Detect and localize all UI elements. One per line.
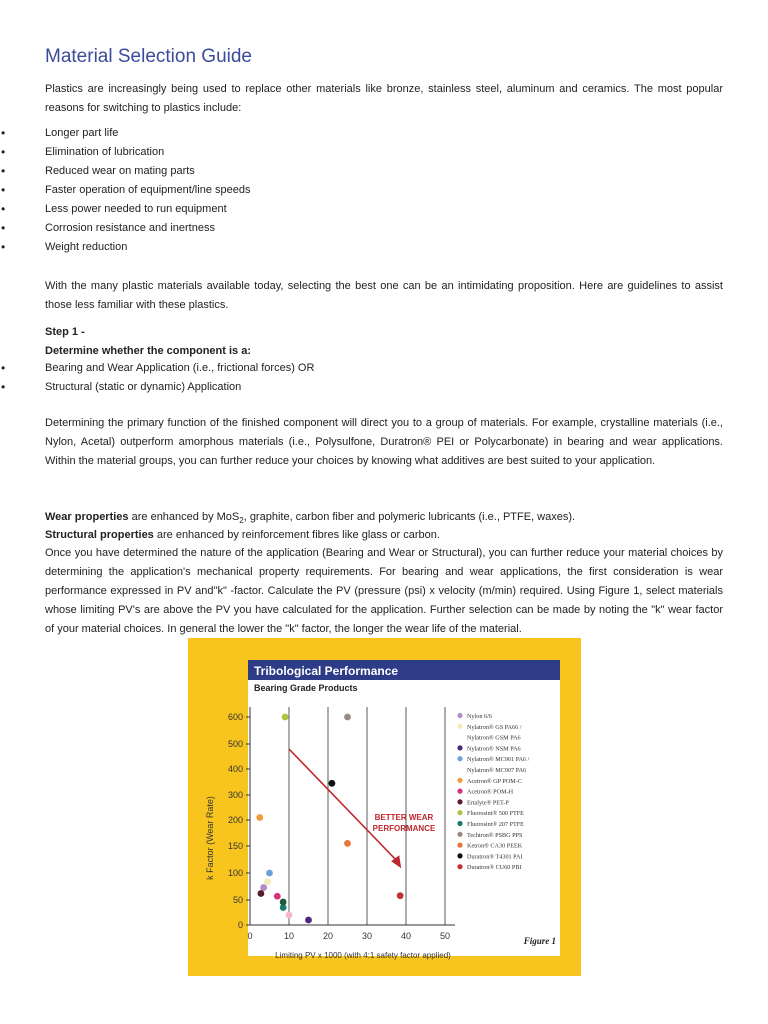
legend-swatch [457,745,462,750]
y-tick-label: 100 [227,868,243,878]
legend-entry: Ertalyte® PET-P [467,799,509,807]
data-point [264,878,271,885]
step1-heading: Determine whether the component is a: [45,345,251,357]
x-tick-label: 50 [439,931,451,941]
data-point [274,893,281,900]
list-item: • Elimination of lubrication [45,143,723,162]
chart-title: Tribological Performance [254,664,399,678]
y-tick-label: 150 [227,841,243,851]
tribological-chart [188,638,581,976]
pv-paragraph: Once you have determined the nature of the application (Bearing and Wear or Structural), you can further reduce your material choices by determining the application's mechanical property requirements. For bearing and wear applications, the first consideration is wear performance expressed in PV and"k" -factor. Calculate the PV (pressure (psi) x velocity (m/min) required. Using Figure 1, select materials whose limiting PV's are above the PV you have calculated for the application. Further selection can be made by noting the "k" wear factor of your material choices. In general the lower the "k" factor, the longer the wear life of the material. [45,547,723,635]
data-point [256,814,263,821]
legend-swatch [457,756,462,761]
data-point [282,714,289,721]
legend-swatch [457,724,462,729]
annotation-line-2: PERFORMANCE [372,824,436,833]
data-point [260,884,267,891]
legend-entry: Ketron® CA30 PEEK [467,842,523,850]
data-point [266,870,273,877]
list-item: • Reduced wear on mating parts [45,162,723,181]
y-tick-label: 50 [232,895,243,905]
legend-entry: Fluorosint® 500 PTFE [467,810,524,818]
data-point [344,840,351,847]
legend-swatch [457,832,462,837]
list-item: • Longer part life [45,124,723,143]
legend-swatch [457,853,462,858]
legend-entry: Nylatron® MC901 PA6 / [467,756,530,764]
list-item: • Faster operation of equipment/line speeds [45,181,723,200]
annotation-line-1: BETTER WEAR [374,813,434,822]
data-point [258,890,265,897]
legend-entry: Nylatron® GS PA66 / [467,723,522,731]
legend-entry: Nylatron® MC907 PA6 [467,767,527,774]
legend-entry: Duratron® T4301 PAI [467,853,523,861]
y-tick-label: 400 [227,764,243,774]
legend-swatch [457,864,462,869]
legend-entry: Nylatron® NSM PA6 [467,745,521,753]
data-point [280,899,287,906]
guidelines-paragraph: With the many plastic materials available today, selecting the best one can be an intimidating proposition. Here are guidelines to assist those less familiar with these plastics. [45,280,723,311]
y-tick-label: 300 [227,790,243,800]
legend-swatch [457,821,462,826]
legend-entry: Acetron® GP POM-C [467,777,523,785]
reasons-list [45,124,723,257]
y-tick-label: 0 [237,920,243,930]
legend-entry: Acetron® POM-H [467,788,514,796]
x-tick-label: 10 [283,931,295,941]
y-tick-label: 600 [227,712,243,722]
list-item: • Weight reduction [45,238,723,257]
list-item: • Bearing and Wear Application (i.e., frictional forces) OR [45,359,723,378]
legend-entry: Fluorosint® 207 PTFE [467,821,524,828]
legend-entry: Duratron® CU60 PBI [467,864,522,872]
primary-function-paragraph: Determining the primary function of the finished component will direct you to a group of materials. For example, crystalline materials (i.e., Nylon, Acetal) outperform amorphous materials (i.e., Polysulfone, Duratron® PEI or Polycarbonate) in bearing and wear applications. Within the material groups, you can further reduce your choices by knowing what additives are best suited to your application. [45,417,723,467]
list-item: • Structural (static or dynamic) Application [45,378,723,397]
legend-swatch [457,810,462,815]
x-tick-label: 20 [322,931,334,941]
legend-swatch [457,799,462,804]
data-point [344,714,351,721]
y-axis-label: k Factor (Wear Rate) [205,796,215,880]
figure-label: Figure 1 [523,936,556,946]
list-item: • Corrosion resistance and inertness [45,219,723,238]
x-tick-label: 30 [361,931,373,941]
list-item: • Less power needed to run equipment [45,200,723,219]
legend-entry: Nylatron® GSM PA6 [467,734,521,742]
step1-label: Step 1 - [45,326,85,338]
legend-entry: Techtron® PSBG PPS [467,831,523,839]
y-tick-label: 500 [227,739,243,749]
data-point [305,917,312,924]
page-title: Material Selection Guide [45,46,252,67]
data-point [329,780,336,787]
legend-swatch [457,843,462,848]
structural-properties-line: Structural properties are enhanced by reinforcement fibres like glass or carbon. [45,529,440,541]
step1-options [45,359,723,397]
chart-subtitle: Bearing Grade Products [254,683,358,693]
x-tick-label: 40 [400,931,412,941]
figure-1 [188,638,581,976]
legend-swatch [457,778,462,783]
data-point [286,912,293,919]
x-tick-label: 0 [247,931,253,941]
intro-paragraph: Plastics are increasingly being used to replace other materials like bronze, stainless steel, aluminum and ceramics. The most popular reasons for switching to plastics include: [45,83,723,114]
legend-entry: Nylon 6/6 [467,713,492,720]
legend-swatch [457,713,462,718]
wear-properties-line: Wear properties are enhanced by MoS$_2$, graphite, carbon fiber and polymeric lubricants (i.e., PTFE, waxes). [45,511,576,526]
x-axis-label: Limiting PV x 1000 (with 4:1 safety factor applied) [275,951,451,960]
y-tick-label: 200 [227,815,243,825]
legend-swatch [457,789,462,794]
data-point [397,892,404,899]
